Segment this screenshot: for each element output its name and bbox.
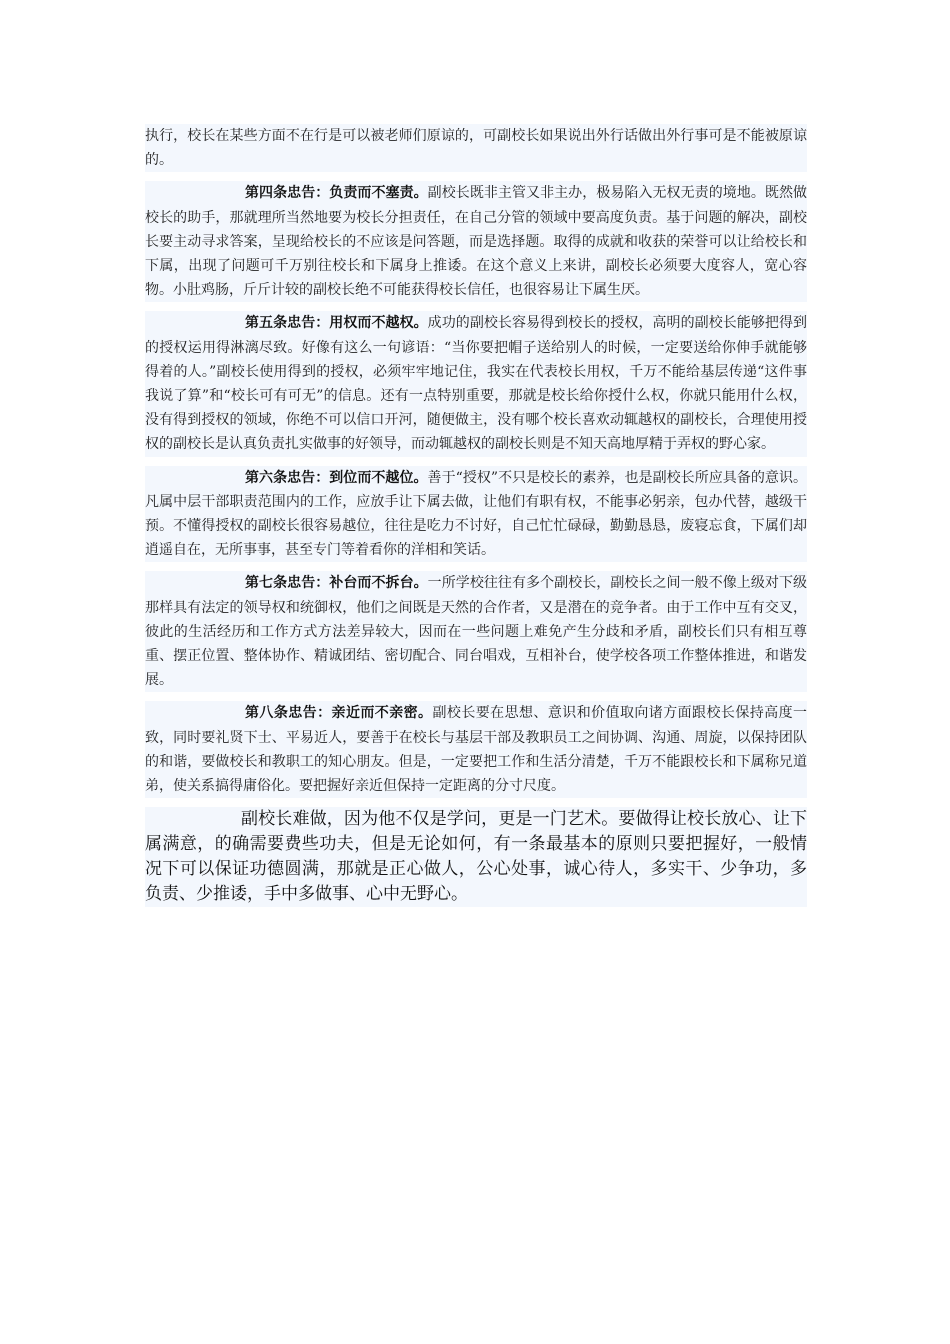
closing-text: 副校长难做，因为他不仅是学问，更是一门艺术。要做得让校长放心、让下属满意，的确需要费些功夫，但是无论如何，有一条最基本的原则只要把握好，一般情况下可以保证功德圆满，那就是正心做人，公心处事，诚心待人，多实干、少争功，多负责、少推诿，手中多做事、心中无野心。 [145, 809, 807, 905]
section-paragraph-5 [145, 311, 807, 456]
section-paragraph-7 [145, 571, 807, 692]
section-body-7: 一所学校往往有多个副校长，副校长之间一般不像上级对下级那样具有法定的领导权和统御权，他们之间既是天然的合作者，又是潜在的竞争者。由于工作中互有交叉，彼此的生活经历和工作方式方法差异较大，因而在一些问题上难免产生分歧和矛盾，副校长们只有相互尊重、摆正位置、整体协作、精诚团结、密切配合、同台唱戏，互相补台，使学校各项工作整体推进，和谐发展。 [145, 575, 808, 689]
section-paragraph-8 [145, 701, 807, 798]
intro-text: 执行，校长在某些方面不在行是可以被老师们原谅的，可副校长如果说出外行话做出外行事可是不能被原谅的。 [145, 128, 807, 169]
section-body-5: 成功的副校长容易得到校长的授权，高明的副校长能够把得到的授权运用得淋漓尽致。好像有这么一句谚语：“当你要把帽子送给别人的时候，一定要送给你伸手就能够得着的人。”副校长使用得到的授权，必须牢牢地记住，我实在代表校长用权，千万不能给基层传递“这件事我说了算”和“校长可有可无”的信息。还有一点特别重要，那就是校长给你授什么权，你就只能用什么权，没有得到授权的领域，你绝不可以信口开河，随便做主，没有哪个校长喜欢动辄越权的副校长，合理使用授权的副校长是认真负责扎实做事的好领导，而动辄越权的副校长则是不知天高地厚精于弄权的野心家。 [145, 315, 808, 453]
section-body-4: 副校长既非主管又非主办，极易陷入无权无责的境地。既然做校长的助手，那就理所当然地要为校长分担责任，在自己分管的领域中要高度负责。基于问题的解决，副校长要主动寻求答案，呈现给校长的不应该是问答题，而是选择题。取得的成就和收获的荣誉可以让给校长和下属，出现了问题可千万别往校长和下属身上推诿。在这个意义上来讲，副校长必须要大度容人，宽心容物。小肚鸡肠，斤斤计较的副校长绝不可能获得校长信任，也很容易让下属生厌。 [145, 185, 808, 299]
closing-paragraph [145, 807, 807, 907]
document-body [145, 124, 807, 907]
intro-paragraph [145, 124, 807, 172]
section-body-8: 副校长要在思想、意识和价值取向诸方面跟校长保持高度一致，同时要礼贤下士、平易近人，要善于在校长与基层干部及教职员工之间协调、沟通、周旋，以保持团队的和谐，要做校长和教职工的知心朋友。但是，一定要把工作和生活分清楚，千万不能跟校长和下属称兄道弟，使关系搞得庸俗化。要把握好亲近但保持一定距离的分寸尺度。 [145, 705, 808, 795]
section-paragraph-6 [145, 466, 807, 563]
section-paragraph-4 [145, 181, 807, 302]
section-heading-5: 第五条忠告：用权而不越权。 [245, 315, 428, 332]
section-heading-8: 第八条忠告：亲近而不亲密。 [245, 705, 433, 722]
section-heading-6: 第六条忠告：到位而不越位。 [245, 469, 428, 486]
section-heading-7: 第七条忠告：补台而不拆台。 [245, 575, 428, 592]
section-body-6: 善于“授权”不只是校长的素养，也是副校长所应具备的意识。凡属中层干部职责范围内的工作，应放手让下属去做，让他们有职有权，不能事必躬亲，包办代替，越级干预。不懂得授权的副校长很容易越位，往往是吃力不讨好，自己忙忙碌碌，勤勤恳恳，废寝忘食，下属们却逍遥自在，无所事事，甚至专门等着看你的洋相和笑话。 [145, 469, 807, 559]
section-heading-4: 第四条忠告：负责而不塞责。 [245, 185, 428, 202]
